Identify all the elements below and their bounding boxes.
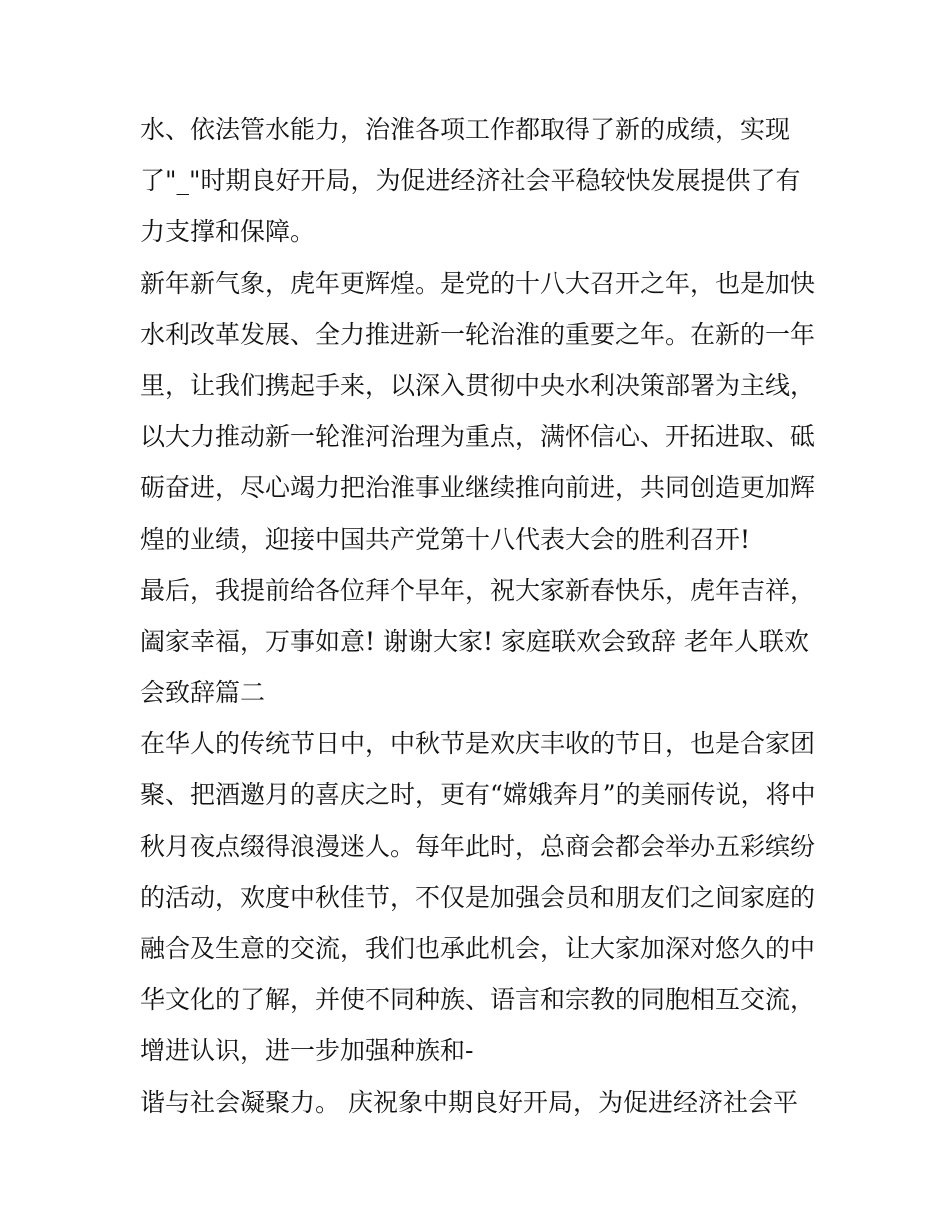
text-line: 谐与社会凝聚力。 庆祝象中期良好开局，为促进经济社会平 [140,1087,798,1117]
text-line: 以大力推动新一轮淮河治理为重点，满怀信心、开拓进取、砥 [140,422,816,452]
text-line: 增进认识，进一步加强种族和- [140,1036,474,1066]
text-line: 秋月夜点缀得浪漫迷人。每年此时，总商会都会举办五彩缤纷 [140,831,816,861]
text-line: 煌的业绩，迎接中国共产党第十八代表大会的胜利召开! [140,524,751,554]
text-line: 里，让我们携起手来，以深入贯彻中央水利决策部署为主线， [140,370,816,400]
text-line: 水、依法管水能力，治淮各项工作都取得了新的成绩，实现 [140,115,791,144]
text-line: 融合及生意的交流，我们也承此机会，让大家加深对悠久的中 [140,934,816,963]
text-line: 最后，我提前给各位拜个早年，祝大家新春快乐，虎年吉祥， [140,575,816,605]
text-line: 华文化的了解，并使不同种族、语言和宗教的同胞相互交流， [140,985,816,1015]
text-line: 新年新气象，虎年更辉煌。是党的十八大召开之年，也是加快 [140,268,816,298]
text-line: 力支撑和保障。 [140,217,316,247]
text-line: 水利改革发展、全力推进新一轮治淮的重要之年。在新的一年 [140,319,816,349]
text-line: 会致辞篇二 [140,678,266,708]
text-line: 阖家幸福，万事如意! 谢谢大家! 家庭联欢会致辞 老年人联欢 [140,626,809,656]
text-line: 了"_"时期良好开局，为促进经济社会平稳较快发展提供了有 [140,166,801,196]
body-text [140,104,820,1128]
text-line: 聚、把酒邀月的喜庆之时，更有“嫦娥奔月”的美丽传说，将中 [140,780,816,810]
text-line: 的活动，欢度中秋佳节，不仅是加强会员和朋友们之间家庭的 [140,882,816,912]
text-line: 在华人的传统节日中，中秋节是欢庆丰收的节日，也是合家团 [140,729,816,759]
text-line: 砺奋进，尽心竭力把治淮事业继续推向前进，共同创造更加辉 [140,473,816,503]
